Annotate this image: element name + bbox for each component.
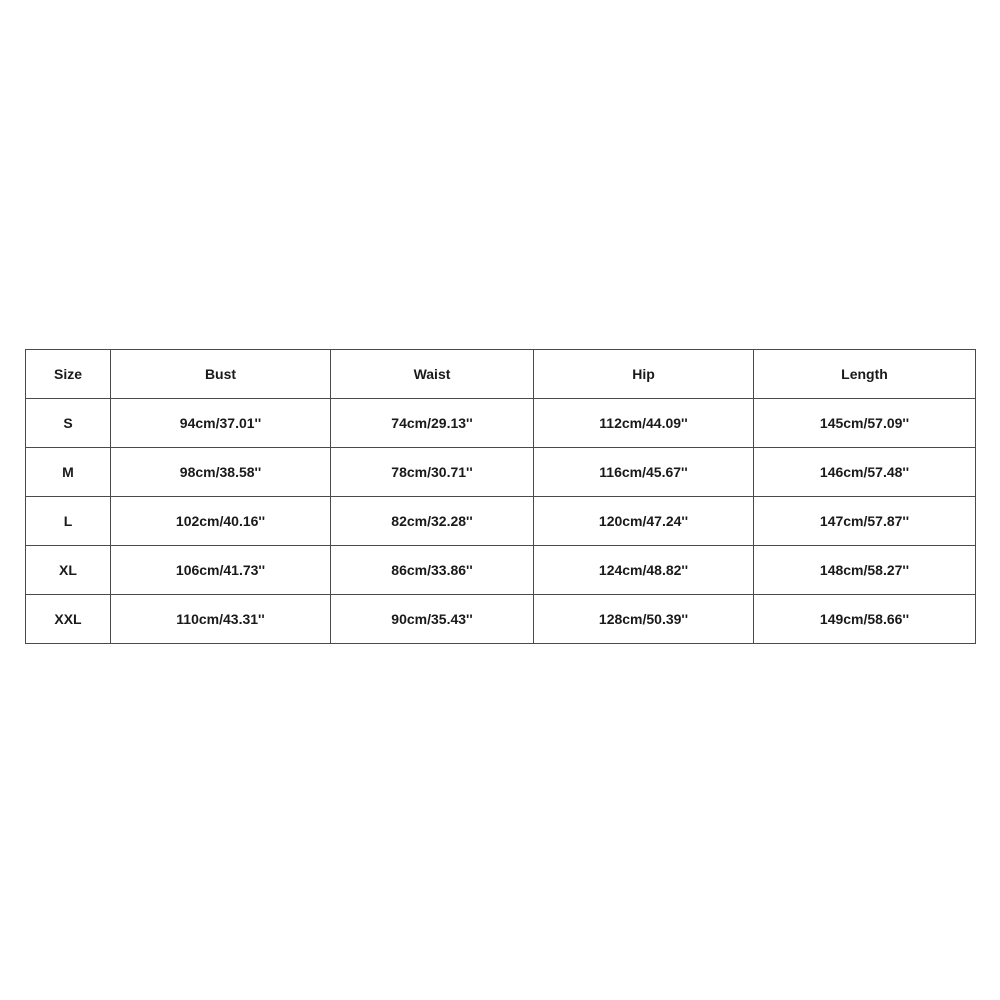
length-cell: 148cm/58.27'' — [754, 546, 976, 595]
length-cell: 149cm/58.66'' — [754, 595, 976, 644]
table-row — [26, 546, 976, 595]
column-header-length: Length — [754, 350, 976, 399]
hip-cell: 124cm/48.82'' — [534, 546, 754, 595]
waist-cell: 74cm/29.13'' — [331, 399, 534, 448]
size-cell: XXL — [26, 595, 111, 644]
table-row — [26, 448, 976, 497]
length-cell: 146cm/57.48'' — [754, 448, 976, 497]
bust-cell: 94cm/37.01'' — [111, 399, 331, 448]
size-cell: L — [26, 497, 111, 546]
waist-cell: 90cm/35.43'' — [331, 595, 534, 644]
length-cell: 147cm/57.87'' — [754, 497, 976, 546]
table-row — [26, 595, 976, 644]
waist-cell: 82cm/32.28'' — [331, 497, 534, 546]
hip-cell: 116cm/45.67'' — [534, 448, 754, 497]
bust-cell: 102cm/40.16'' — [111, 497, 331, 546]
size-cell: S — [26, 399, 111, 448]
hip-cell: 112cm/44.09'' — [534, 399, 754, 448]
size-cell: XL — [26, 546, 111, 595]
waist-cell: 86cm/33.86'' — [331, 546, 534, 595]
hip-cell: 120cm/47.24'' — [534, 497, 754, 546]
size-cell: M — [26, 448, 111, 497]
bust-cell: 106cm/41.73'' — [111, 546, 331, 595]
table-row — [26, 497, 976, 546]
table-header-row — [26, 350, 976, 399]
column-header-bust: Bust — [111, 350, 331, 399]
bust-cell: 110cm/43.31'' — [111, 595, 331, 644]
table-row — [26, 399, 976, 448]
hip-cell: 128cm/50.39'' — [534, 595, 754, 644]
size-chart-table — [25, 349, 976, 644]
column-header-size: Size — [26, 350, 111, 399]
waist-cell: 78cm/30.71'' — [331, 448, 534, 497]
column-header-hip: Hip — [534, 350, 754, 399]
bust-cell: 98cm/38.58'' — [111, 448, 331, 497]
column-header-waist: Waist — [331, 350, 534, 399]
length-cell: 145cm/57.09'' — [754, 399, 976, 448]
